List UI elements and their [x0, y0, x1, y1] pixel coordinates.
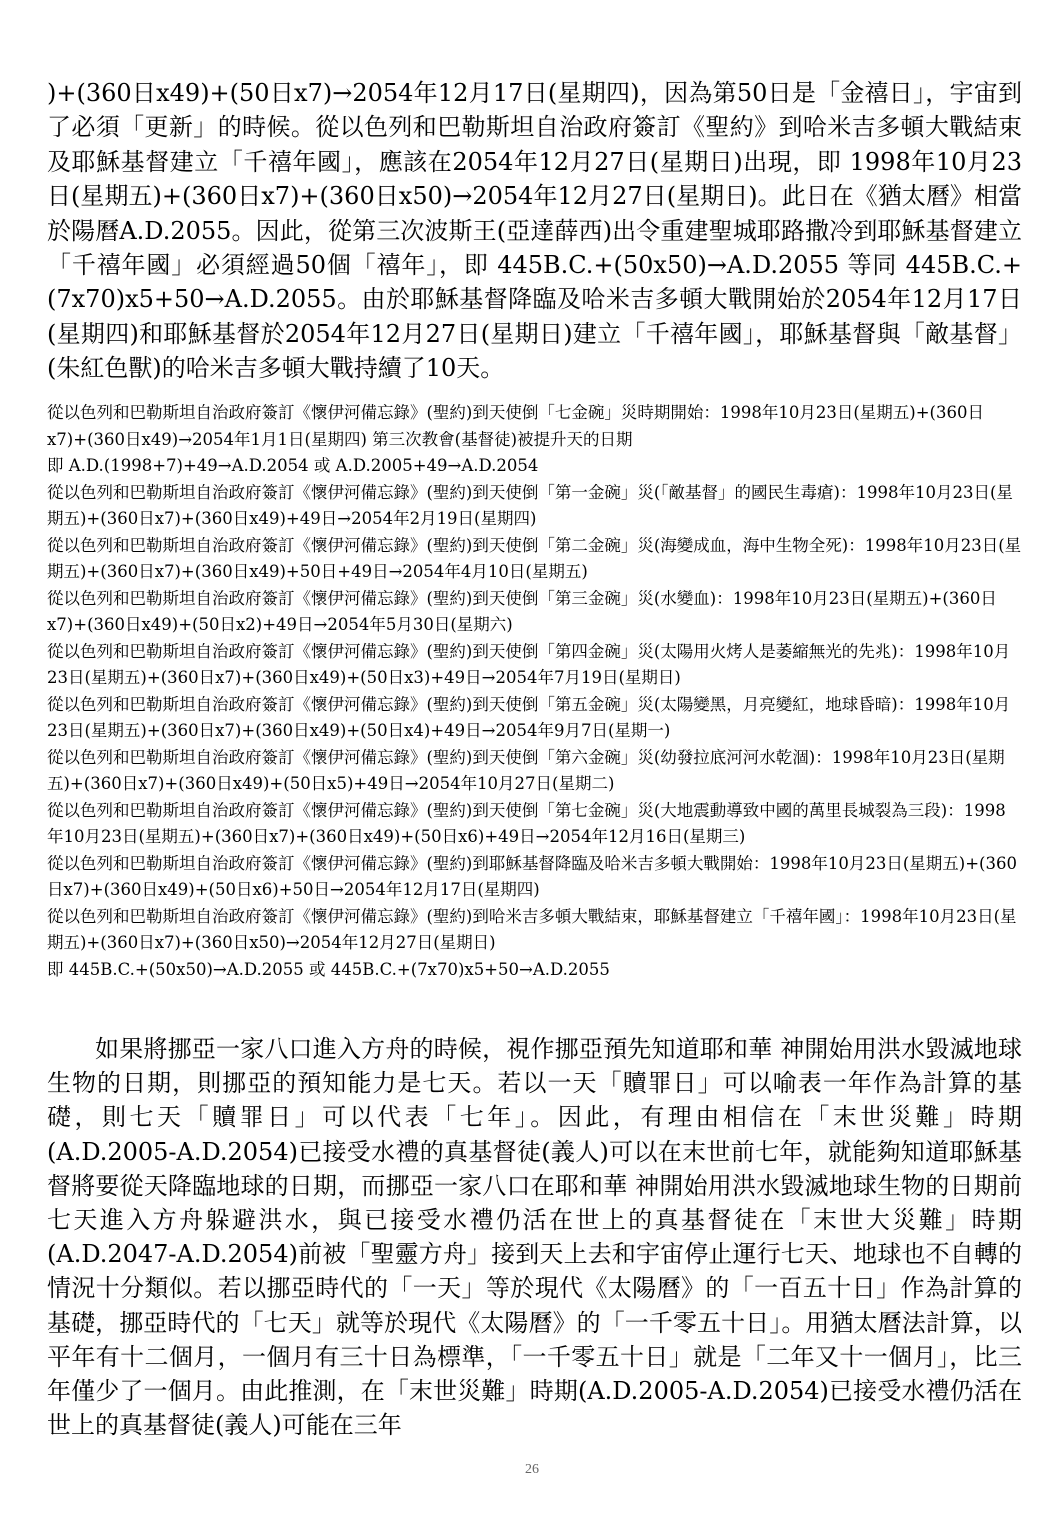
- note-item: 從以色列和巴勒斯坦自治政府簽訂《懷伊河備忘錄》(聖約)到天使倒「第一金碗」災(「敵基督」的國民生毒瘡)：1998年10月23日(星期五)+(360日x7)+(360日x49)+49日→2054年2月19日(星期四): [47, 482, 1013, 528]
- note-item: 即 445B.C.+(50x50)→A.D.2055 或 445B.C.+(7x70)x5+50→A.D.2055: [47, 959, 610, 979]
- note-item: 從以色列和巴勒斯坦自治政府簽訂《懷伊河備忘錄》(聖約)到哈米吉多頓大戰結束，耶穌基督建立「千禧年國」：1998年10月23日(星期五)+(360日x7)+(360日x50)→2054年12月27日(星期日): [47, 906, 1017, 952]
- bottom-paragraph: 如果將挪亞一家八口進入方舟的時候，視作挪亞預先知道耶和華 神開始用洪水毀滅地球生物的日期，則挪亞的預知能力是七天。若以一天「贖罪日」可以喻表一年作為計算的基礎，則七天「贖罪日」可以代表「七年」。因此，有理由相信在「末世災難」時期(A.D.2005-A.D.2054)已接受水禮的真基督徒(義人)可以在末世前七年，就能夠知道耶穌基督將要從天降臨地球的日期，而挪亞一家八口在耶和華 神開始用洪水毀滅地球生物的日期前七天進入方舟躲避洪水，與已接受水禮仍活在世上的真基督徒在「末世大災難」時期(A.D.2047-A.D.2054)前被「聖靈方舟」接到天上去和宇宙停止運行七天、地球也不自轉的情況十分類似。若以挪亞時代的「一天」等於現代《太陽曆》的「一百五十日」作為計算的基礎，挪亞時代的「七天」就等於現代《太陽曆》的「一千零五十日」。用猶太曆法計算，以平年有十二個月，一個月有三十日為標準，「一千零五十日」就是「二年又十一個月」，比三年僅少了一個月。由此推測，在「末世災難」時期(A.D.2005-A.D.2054)已接受水禮仍活在世上的真基督徒(義人)可能在三年: [47, 1035, 1022, 1440]
- note-item: 從以色列和巴勒斯坦自治政府簽訂《懷伊河備忘錄》(聖約)到耶穌基督降臨及哈米吉多頓大戰開始：1998年10月23日(星期五)+(360日x7)+(360日x49)+(50日x6)+50日→2054年12月17日(星期四): [47, 853, 1017, 899]
- calculation-notes: [47, 400, 1022, 983]
- note-item: 從以色列和巴勒斯坦自治政府簽訂《懷伊河備忘錄》(聖約)到天使倒「第三金碗」災(水變血)：1998年10月23日(星期五)+(360日x7)+(360日x49)+(50日x2)+49日→2054年5月30日(星期六): [47, 588, 997, 634]
- note-item: 即 A.D.(1998+7)+49→A.D.2054 或 A.D.2005+49→A.D.2054: [47, 456, 539, 475]
- note-item: 從以色列和巴勒斯坦自治政府簽訂《懷伊河備忘錄》(聖約)到天使倒「第七金碗」災(大地震動導致中國的萬里長城裂為三段)：1998年10月23日(星期五)+(360日x7)+(360日x49)+(50日x6)+49日→2054年12月16日(星期三): [47, 800, 1006, 846]
- note-item: 從以色列和巴勒斯坦自治政府簽訂《懷伊河備忘錄》(聖約)到天使倒「第六金碗」災(幼發拉底河河水乾涸)：1998年10月23日(星期五)+(360日x7)+(360日x49)+(50日x5)+49日→2054年10月27日(星期二): [47, 747, 1005, 793]
- note-item: 從以色列和巴勒斯坦自治政府簽訂《懷伊河備忘錄》(聖約)到天使倒「第二金碗」災(海變成血，海中生物全死)：1998年10月23日(星期五)+(360日x7)+(360日x49)+50日+49日→2054年4月10日(星期五): [47, 535, 1022, 581]
- top-paragraph: )+(360日x49)+(50日x7)→2054年12月17日(星期四)，因為第50日是「金禧日」，宇宙到了必須「更新」的時候。從以色列和巴勒斯坦自治政府簽訂《聖約》到哈米吉多頓大戰結束及耶穌基督建立「千禧年國」，應該在2054年12月27日(星期日)出現，即 1998年10月23日(星期五)+(360日x7)+(360日x50)→2054年12月27日(星期日)。此日在《猶太曆》相當於陽曆A.D.2055。因此，從第三次波斯王(亞達薛西)出令重建聖城耶路撒冷到耶穌基督建立「千禧年國」必須經過50個「禧年」，即 445B.C.+(50x50)→A.D.2055 等同 445B.C.+(7x70)x5+50→A.D.2055。由於耶穌基督降臨及哈米吉多頓大戰開始於2054年12月17日(星期四)和耶穌基督於2054年12月27日(星期日)建立「千禧年國」，耶穌基督與「敵基督」(朱紅色獸)的哈米吉多頓大戰持續了10天。: [47, 79, 1022, 383]
- page-number: 26: [525, 1462, 539, 1477]
- note-item: 從以色列和巴勒斯坦自治政府簽訂《懷伊河備忘錄》(聖約)到天使倒「第五金碗」災(太陽變黑，月亮變紅，地球昏暗)：1998年10月23日(星期五)+(360日x7)+(360日x49)+(50日x4)+49日→2054年9月7日(星期一): [47, 694, 1011, 740]
- note-item: 從以色列和巴勒斯坦自治政府簽訂《懷伊河備忘錄》(聖約)到天使倒「第四金碗」災(太陽用火烤人是萎縮無光的先兆)：1998年10月23日(星期五)+(360日x7)+(360日x49)+(50日x3)+49日→2054年7月19日(星期日): [47, 641, 1011, 687]
- note-item: 從以色列和巴勒斯坦自治政府簽訂《懷伊河備忘錄》(聖約)到天使倒「七金碗」災時期開始：1998年10月23日(星期五)+(360日x7)+(360日x49)→2054年1月1日(星期四) 第三次教會(基督徒)被提升天的日期: [47, 403, 984, 449]
